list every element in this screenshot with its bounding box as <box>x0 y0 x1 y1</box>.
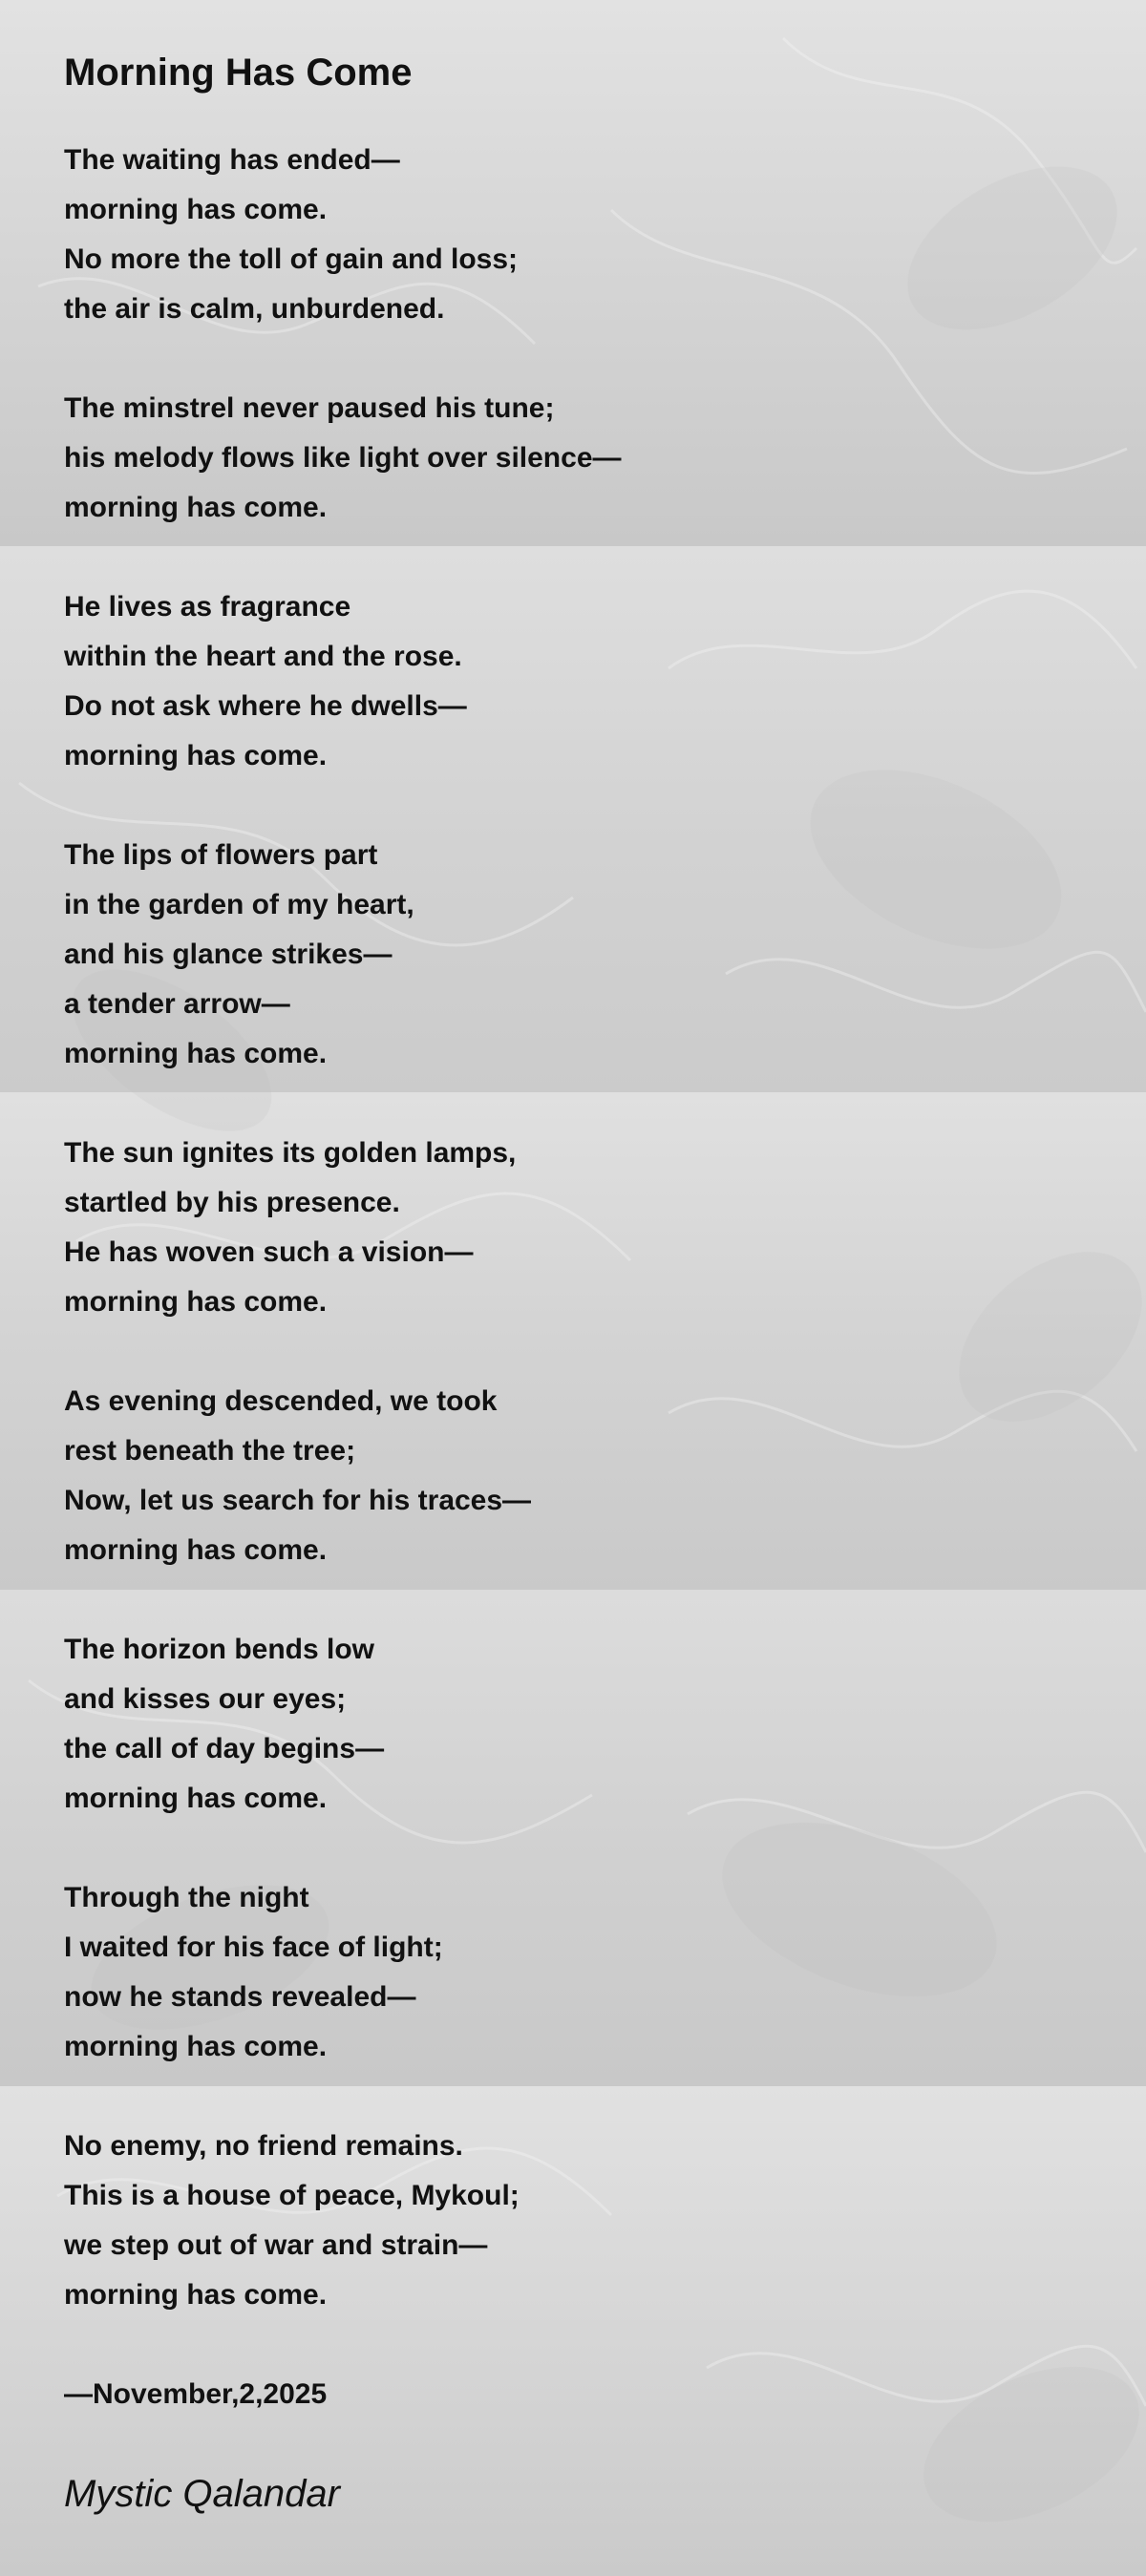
poem-line: morning has come. <box>64 1534 328 1566</box>
poem-stanza <box>64 1873 1076 2072</box>
poem-line: Do not ask where he dwells— <box>64 690 467 722</box>
poem-title: Morning Has Come <box>64 52 413 94</box>
poem-author: Mystic Qalandar <box>64 2473 340 2515</box>
poem-line: startled by his presence. <box>64 1187 400 1218</box>
poem-line: He lives as fragrance <box>64 591 351 623</box>
poem-line: morning has come. <box>64 740 328 771</box>
poem-line: his melody flows like light over silence— <box>64 442 622 474</box>
poem-stanza <box>64 831 1076 1079</box>
poem-line: morning has come. <box>64 1783 328 1814</box>
poem-line: The waiting has ended— <box>64 144 400 176</box>
poem-line: The sun ignites its golden lamps, <box>64 1137 517 1169</box>
poem-stanza <box>64 2122 1076 2320</box>
poem-line: rest beneath the tree; <box>64 1435 356 1467</box>
poem-line: morning has come. <box>64 492 328 523</box>
poem-line: morning has come. <box>64 1286 328 1318</box>
poem-line: and his glance strikes— <box>64 939 393 970</box>
poem-line: a tender arrow— <box>64 988 290 1020</box>
poem-line: The horizon bends low <box>64 1634 374 1665</box>
poem-line: No more the toll of gain and loss; <box>64 243 519 275</box>
poem-line: the air is calm, unburdened. <box>64 293 445 325</box>
poem-stanza <box>64 136 1076 334</box>
poem-stanza <box>64 1625 1076 1824</box>
poem-line: and kisses our eyes; <box>64 1683 347 1715</box>
poem-line: No enemy, no friend remains. <box>64 2130 463 2162</box>
poem-stanza <box>64 1377 1076 1575</box>
poem-line: The minstrel never paused his tune; <box>64 392 555 424</box>
poem-stanza <box>64 582 1076 781</box>
poem-line: morning has come. <box>64 1038 328 1069</box>
poem-content <box>64 46 1076 2521</box>
poem-stanza <box>64 384 1076 533</box>
poem-line: He has woven such a vision— <box>64 1236 474 1268</box>
poem-line: This is a house of peace, Mykoul; <box>64 2180 520 2211</box>
poem-stanza <box>64 1129 1076 1327</box>
poem-line: now he stands revealed— <box>64 1981 416 2013</box>
poem-line: within the heart and the rose. <box>64 641 462 672</box>
poem-line: we step out of war and strain— <box>64 2229 488 2261</box>
poem-line: the call of day begins— <box>64 1733 385 1764</box>
poem-date: —November,2,2025 <box>64 2378 328 2410</box>
poem-line: morning has come. <box>64 2031 328 2062</box>
poem-line: I waited for his face of light; <box>64 1932 443 1963</box>
poem-line: in the garden of my heart, <box>64 889 414 920</box>
poem-line: morning has come. <box>64 194 328 225</box>
poem-line: Through the night <box>64 1882 309 1913</box>
poem-line: As evening descended, we took <box>64 1385 498 1417</box>
poem-line: morning has come. <box>64 2279 328 2311</box>
poem-line: The lips of flowers part <box>64 839 378 871</box>
poem-line: Now, let us search for his traces— <box>64 1485 532 1516</box>
